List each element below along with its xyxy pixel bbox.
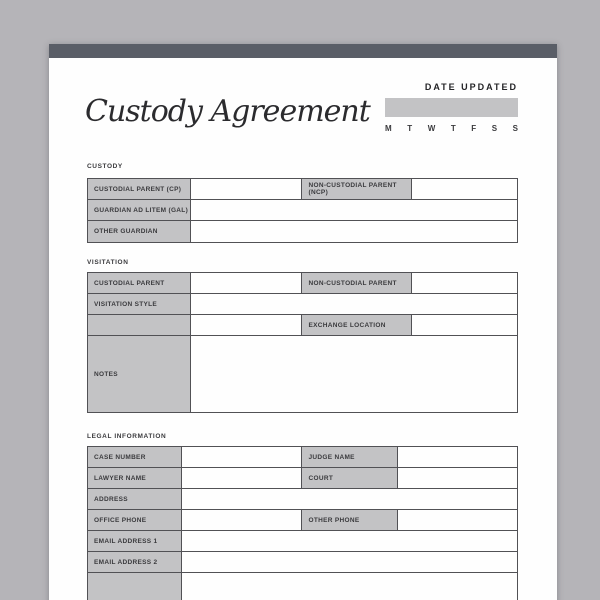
table-row — [88, 273, 517, 294]
day-friday[interactable]: F — [471, 124, 477, 133]
email-address-2-input[interactable] — [182, 552, 517, 572]
legal-information-table — [87, 446, 518, 600]
judge-name-input[interactable] — [398, 447, 517, 467]
page-title: Custody Agreement — [85, 94, 370, 129]
legal-section-heading: LEGAL INFORMATION — [87, 433, 167, 440]
court-input[interactable] — [398, 468, 517, 488]
clipped-row-label — [88, 573, 182, 600]
day-thursday[interactable]: T — [450, 124, 456, 133]
visitation-non-custodial-parent-label: NON-CUSTODIAL PARENT — [302, 273, 411, 293]
visitation-style-label: VISITATION STYLE — [88, 294, 191, 314]
non-custodial-parent-ncp-input[interactable] — [412, 179, 517, 199]
visitation-custodial-parent-input[interactable] — [191, 273, 303, 293]
table-row — [88, 294, 517, 315]
notes-input[interactable] — [191, 336, 517, 412]
table-row — [88, 531, 517, 552]
page-header-bar — [49, 44, 557, 58]
case-number-label: CASE NUMBER — [88, 447, 182, 467]
document-page — [49, 44, 557, 600]
guardian-ad-litem-label: GUARDIAN AD LITEM (GAL) — [88, 200, 191, 220]
table-row — [88, 489, 517, 510]
non-custodial-parent-ncp-label: NON-CUSTODIAL PARENT (NCP) — [302, 179, 411, 199]
email-address-2-label: EMAIL ADDRESS 2 — [88, 552, 182, 572]
date-updated-block — [385, 82, 518, 133]
visitation-section-heading: VISITATION — [87, 259, 129, 266]
table-row — [88, 447, 517, 468]
visitation-table — [87, 272, 518, 413]
notes-label: NOTES — [88, 336, 191, 412]
exchange-location-input[interactable] — [412, 315, 517, 335]
judge-name-label: JUDGE NAME — [302, 447, 398, 467]
clipped-row-input[interactable] — [182, 573, 517, 600]
day-saturday[interactable]: S — [491, 124, 498, 133]
address-input[interactable] — [182, 489, 517, 509]
table-row — [88, 336, 517, 412]
custody-section-heading: CUSTODY — [87, 163, 123, 170]
custodial-parent-cp-label: CUSTODIAL PARENT (CP) — [88, 179, 191, 199]
visitation-non-custodial-parent-input[interactable] — [412, 273, 517, 293]
other-phone-input[interactable] — [398, 510, 517, 530]
visitation-style-input[interactable] — [191, 294, 517, 314]
table-row — [88, 552, 517, 573]
day-monday[interactable]: M — [385, 124, 392, 133]
table-row — [88, 179, 517, 200]
day-sunday[interactable]: S — [512, 124, 518, 133]
table-row — [88, 221, 517, 242]
date-updated-label: DATE UPDATED — [424, 82, 518, 92]
day-selector-row — [385, 124, 518, 133]
date-updated-field[interactable] — [385, 98, 518, 117]
address-label: ADDRESS — [88, 489, 182, 509]
guardian-ad-litem-input[interactable] — [191, 200, 517, 220]
exchange-location-label: EXCHANGE LOCATION — [302, 315, 411, 335]
visitation-custodial-parent-label: CUSTODIAL PARENT — [88, 273, 191, 293]
table-row — [88, 468, 517, 489]
lawyer-name-label: LAWYER NAME — [88, 468, 182, 488]
other-guardian-input[interactable] — [191, 221, 517, 242]
custodial-parent-cp-input[interactable] — [191, 179, 303, 199]
table-row — [88, 510, 517, 531]
table-row — [88, 315, 517, 336]
other-phone-label: OTHER PHONE — [302, 510, 398, 530]
office-phone-label: OFFICE PHONE — [88, 510, 182, 530]
email-address-1-input[interactable] — [182, 531, 517, 551]
email-address-1-label: EMAIL ADDRESS 1 — [88, 531, 182, 551]
day-tuesday[interactable]: T — [407, 124, 413, 133]
table-row — [88, 573, 517, 600]
exchange-time-input[interactable] — [191, 315, 303, 335]
custody-table — [87, 178, 518, 243]
exchange-time-label — [88, 315, 191, 335]
office-phone-input[interactable] — [182, 510, 302, 530]
table-row — [88, 200, 517, 221]
court-label: COURT — [302, 468, 398, 488]
lawyer-name-input[interactable] — [182, 468, 302, 488]
case-number-input[interactable] — [182, 447, 302, 467]
day-wednesday[interactable]: W — [427, 124, 436, 133]
other-guardian-label: OTHER GUARDIAN — [88, 221, 191, 242]
